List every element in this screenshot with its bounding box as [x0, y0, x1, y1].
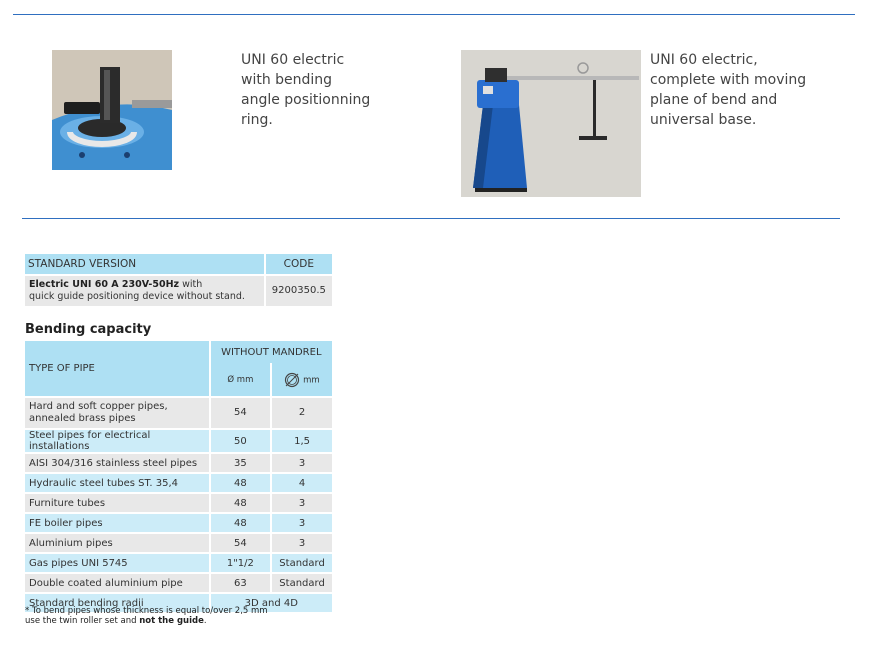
footnote-line2: use the twin roller set and: [25, 616, 140, 626]
header-without-mandrel: WITHOUT MANDREL: [209, 341, 332, 363]
bending-capacity-table: [25, 341, 332, 612]
pipe-thickness: 3: [270, 512, 332, 532]
bending-capacity-heading: Bending capacity: [25, 322, 152, 337]
pipe-type: FE boiler pipes: [25, 512, 209, 532]
model-name: Electric UNI 60 A 230V-50Hz: [29, 279, 180, 290]
pipe-diameter: 35: [209, 452, 270, 472]
table-row: [25, 572, 332, 592]
pipe-thickness: Standard: [270, 572, 332, 592]
pipe-diameter: 54: [209, 532, 270, 552]
product-code: 9200350.5: [264, 274, 332, 306]
table-row: [25, 396, 332, 428]
pipe-thickness: 1,5: [270, 428, 332, 452]
table-row: [25, 452, 332, 472]
pipe-type-line1: Hard and soft copper pipes,: [29, 401, 168, 412]
header-code: CODE: [264, 254, 332, 274]
standard-version-description: [25, 274, 264, 306]
header-type-of-pipe: TYPE OF PIPE: [25, 341, 209, 396]
table-row: [25, 472, 332, 492]
table-row: [25, 428, 332, 452]
pipe-thickness: 3: [270, 452, 332, 472]
header-diameter-mm: Ø mm: [209, 363, 270, 396]
pipe-thickness: 2: [270, 396, 332, 428]
standard-version-table: [25, 254, 332, 306]
header-thickness-mm: [270, 363, 332, 396]
product-caption-1: UNI 60 electric with bending angle positionning ring.: [241, 52, 371, 128]
pipe-diameter: 63: [209, 572, 270, 592]
middle-divider: [22, 218, 840, 219]
table-row: [25, 492, 332, 512]
pipe-type-line2: annealed brass pipes: [29, 413, 136, 424]
bending-radii-label: Standard bending radii: [25, 592, 209, 612]
pipe-diameter: 48: [209, 492, 270, 512]
header-thickness-unit: mm: [303, 375, 320, 385]
top-divider: [13, 14, 855, 15]
footnote-line1: * To bend pipes whose thickness is equal to/over 2,5 mm: [25, 606, 268, 616]
pipe-type: Double coated aluminium pipe: [25, 572, 209, 592]
pipe-diameter: 50: [209, 428, 270, 452]
header-standard-version: STANDARD VERSION: [25, 254, 264, 274]
pipe-type: Aluminium pipes: [25, 532, 209, 552]
pipe-type: Furniture tubes: [25, 492, 209, 512]
pipe-diameter: 48: [209, 512, 270, 532]
pipe-type: AISI 304/316 stainless steel pipes: [25, 452, 209, 472]
pipe-type: Steel pipes for electrical installations: [25, 428, 209, 452]
table-row: [25, 552, 332, 572]
pipe-type: [25, 396, 209, 428]
footnote: [25, 606, 268, 626]
pipe-thickness: 4: [270, 472, 332, 492]
bending-angle-ring-photo: [52, 50, 172, 170]
product-caption-2: UNI 60 electric, complete with moving plane of bend and universal base.: [650, 52, 807, 128]
pipe-diameter: 54: [209, 396, 270, 428]
pipe-diameter: 48: [209, 472, 270, 492]
footnote-emphasis: not the guide: [139, 616, 204, 626]
pipe-thickness: 3: [270, 532, 332, 552]
wall-thickness-icon: [284, 372, 300, 388]
bending-radii-value: 3D and 4D: [209, 592, 332, 612]
table-row: [25, 532, 332, 552]
pipe-type: Gas pipes UNI 5745: [25, 552, 209, 572]
model-name-suffix: with: [179, 279, 203, 290]
pipe-thickness: 3: [270, 492, 332, 512]
pipe-diameter: 1"1/2: [209, 552, 270, 572]
pipe-thickness: Standard: [270, 552, 332, 572]
complete-machine-photo: [461, 50, 641, 197]
table-row: [25, 512, 332, 532]
model-description: quick guide positioning device without stand.: [29, 291, 245, 302]
pipe-type: Hydraulic steel tubes ST. 35,4: [25, 472, 209, 492]
footnote-period: .: [203, 616, 207, 626]
